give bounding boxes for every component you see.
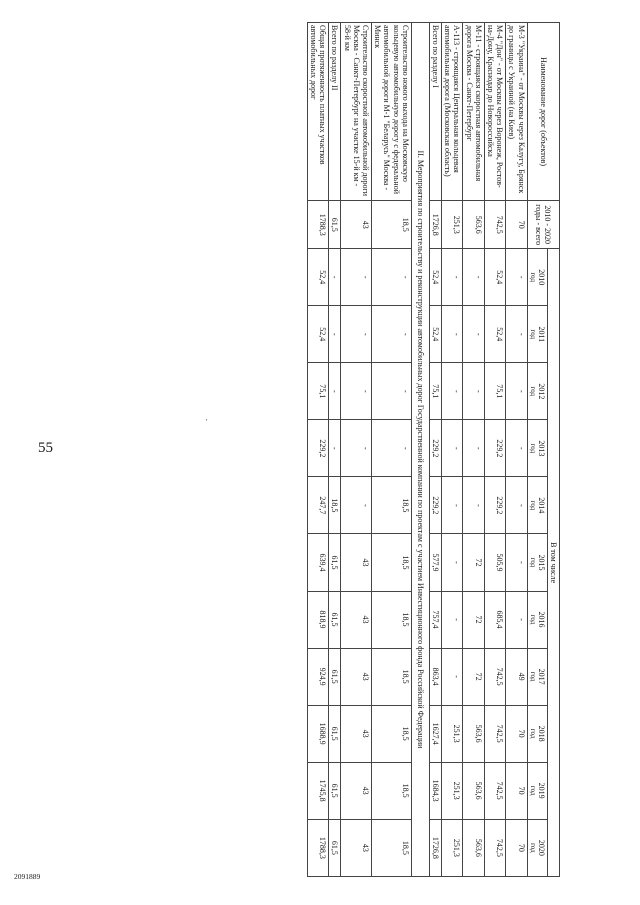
total-value: 43 — [341, 201, 372, 249]
year-value: 2015 — [536, 554, 546, 571]
year-value-cell: - — [463, 249, 484, 306]
year-value-cell: 61,5 — [329, 534, 341, 591]
total-value: 742,5 — [484, 201, 505, 249]
year-value-cell: - — [442, 420, 463, 477]
year-value-cell: 1627,4 — [429, 705, 441, 762]
year-value-cell: 61,5 — [329, 648, 341, 705]
year-value-cell: 52,4 — [484, 306, 505, 363]
year-header — [527, 477, 547, 534]
year-value-cell: - — [506, 249, 527, 306]
year-value-cell: 924,9 — [307, 648, 328, 705]
total-value: 1788,3 — [307, 201, 328, 249]
year-value-cell: 742,5 — [484, 648, 505, 705]
year-value-cell: 229,2 — [429, 477, 441, 534]
year-value-cell: 229,2 — [307, 420, 328, 477]
year-value-cell: - — [442, 477, 463, 534]
year-value-cell: - — [506, 306, 527, 363]
year-value: 2013 — [536, 440, 546, 457]
year-value-cell: 18,5 — [371, 819, 411, 876]
document-code: 2091889 — [14, 872, 41, 881]
header-row-1 — [547, 23, 559, 877]
year-value-cell: 251,3 — [442, 819, 463, 876]
year-unit: год — [528, 785, 537, 796]
year-value-cell: 863,4 — [429, 648, 441, 705]
year-value-cell: - — [329, 306, 341, 363]
year-value-cell: 75,1 — [484, 363, 505, 420]
rotated-table-wrapper — [60, 22, 560, 877]
table-row — [307, 23, 328, 877]
year-header — [527, 420, 547, 477]
year-value-cell: 563,6 — [463, 705, 484, 762]
year-value-cell: 18,5 — [371, 762, 411, 819]
year-header — [527, 648, 547, 705]
year-header — [527, 534, 547, 591]
year-value-cell: 251,3 — [442, 705, 463, 762]
year-value-cell: - — [371, 306, 411, 363]
col-total-header: 2010 - 2020 годы - всего — [527, 201, 559, 249]
road-name: Строительство нового выхода на Московскую кольцевую автомобильную дорогу с федеральной автомобильной дороги М-1 "Беларусь" Москва - Минск — [371, 23, 411, 201]
in-total-header: В том числе — [547, 249, 559, 877]
total-value: 251,3 — [442, 201, 463, 249]
year-value-cell: 757,4 — [429, 591, 441, 648]
total-value: 61,5 — [329, 201, 341, 249]
year-value-cell: 43 — [341, 534, 372, 591]
year-value-cell: - — [442, 534, 463, 591]
year-value-cell: 685,4 — [484, 591, 505, 648]
year-value-cell: 742,5 — [484, 819, 505, 876]
year-value-cell: - — [341, 249, 372, 306]
year-value-cell: 61,5 — [329, 591, 341, 648]
total-value: 1726,8 — [429, 201, 441, 249]
year-value-cell: - — [442, 363, 463, 420]
year-value: 2012 — [536, 383, 546, 400]
year-value-cell: 563,6 — [463, 762, 484, 819]
table-row — [429, 23, 441, 877]
table-row — [463, 23, 484, 877]
year-value-cell: - — [463, 363, 484, 420]
year-unit: год — [528, 386, 537, 397]
year-value-cell: - — [442, 249, 463, 306]
roads-table — [307, 22, 560, 877]
year-value-cell: - — [341, 306, 372, 363]
section-2-title: II. Мероприятия по строительству и реконструкции автомобильных дорог Государственной компании по проектам с участием Инвестиционного фонда Российской Федерации — [411, 23, 429, 877]
total-value: 563,6 — [463, 201, 484, 249]
year-unit: год — [528, 443, 537, 454]
year-value-cell: 229,2 — [484, 420, 505, 477]
year-value-cell: - — [506, 534, 527, 591]
year-header — [527, 762, 547, 819]
year-value-cell: 742,5 — [484, 705, 505, 762]
total-value: 70 — [506, 201, 527, 249]
year-header — [527, 306, 547, 363]
year-unit: год — [528, 728, 537, 739]
year-value: 2010 — [536, 269, 546, 286]
road-name: М-3 "Украина" - от Москвы через Калугу, Брянск до границы с Украиной (на Киев) — [506, 23, 527, 201]
year-value-cell: 61,5 — [329, 819, 341, 876]
road-name: М-11 - строящаяся скоростная автомобильная дорога Москва - Санкт-Петербург — [463, 23, 484, 201]
year-header — [527, 591, 547, 648]
year-value-cell: 61,5 — [329, 762, 341, 819]
year-value-cell: - — [463, 477, 484, 534]
year-value-cell: - — [341, 420, 372, 477]
year-value-cell: 639,4 — [307, 534, 328, 591]
year-value-cell: 61,5 — [329, 705, 341, 762]
section-row — [411, 23, 429, 877]
year-value: 2017 — [536, 668, 546, 685]
table-row — [329, 23, 341, 877]
year-value: 2019 — [536, 782, 546, 799]
year-unit: год — [528, 671, 537, 682]
year-value-cell: 18,5 — [371, 705, 411, 762]
table-row — [506, 23, 527, 877]
year-value-cell: 505,9 — [484, 534, 505, 591]
year-value-cell: - — [329, 249, 341, 306]
road-name: Всего по разделу II — [329, 23, 341, 201]
year-unit: год — [528, 329, 537, 340]
year-value-cell: 1745,8 — [307, 762, 328, 819]
road-name: Общая протяженность платных участков автомобильных дорог — [307, 23, 328, 201]
road-name: М-4 "Дон" - от Москвы через Воронеж, Ростов-на-Дону, Краснодар до Новороссийска — [484, 23, 505, 201]
year-value-cell: 251,3 — [442, 762, 463, 819]
year-value: 2016 — [536, 611, 546, 628]
year-unit: год — [528, 614, 537, 625]
year-value-cell: 18,5 — [371, 534, 411, 591]
year-value-cell: - — [329, 420, 341, 477]
table-row — [371, 23, 411, 877]
year-unit: год — [528, 272, 537, 283]
year-header — [527, 705, 547, 762]
year-value-cell: 577,9 — [429, 534, 441, 591]
year-value-cell: - — [341, 477, 372, 534]
year-value-cell: 18,5 — [371, 477, 411, 534]
year-value-cell: 70 — [506, 762, 527, 819]
year-value-cell: - — [442, 591, 463, 648]
year-value-cell: - — [341, 363, 372, 420]
year-value-cell: 52,4 — [429, 306, 441, 363]
year-value-cell: 229,2 — [484, 477, 505, 534]
year-value-cell: - — [371, 363, 411, 420]
year-value-cell: 563,6 — [463, 819, 484, 876]
year-value-cell: 75,1 — [429, 363, 441, 420]
year-value-cell: 72 — [463, 591, 484, 648]
year-value-cell: 18,5 — [371, 648, 411, 705]
year-value-cell: - — [506, 363, 527, 420]
road-name: Всего по разделу I — [429, 23, 441, 201]
year-value-cell: - — [506, 591, 527, 648]
year-value-cell: 1684,3 — [429, 762, 441, 819]
table-row — [442, 23, 463, 877]
year-value-cell: - — [329, 363, 341, 420]
year-value-cell: 1788,3 — [307, 819, 328, 876]
year-value-cell: 247,7 — [307, 477, 328, 534]
year-value-cell: 1688,9 — [307, 705, 328, 762]
year-value-cell: 229,2 — [429, 420, 441, 477]
year-value-cell: 70 — [506, 819, 527, 876]
table-row — [341, 23, 372, 877]
year-value-cell: - — [371, 420, 411, 477]
year-value-cell: 49 — [506, 648, 527, 705]
year-value: 2011 — [536, 326, 546, 343]
col-name-header: Наименование дорог (объектов) — [527, 23, 559, 201]
year-value-cell: 70 — [506, 705, 527, 762]
year-value: 2014 — [536, 497, 546, 514]
year-value-cell: 43 — [341, 648, 372, 705]
year-value-cell: - — [442, 648, 463, 705]
year-value-cell: 43 — [341, 705, 372, 762]
year-unit: год — [528, 500, 537, 511]
year-unit: год — [528, 557, 537, 568]
year-value-cell: 52,4 — [429, 249, 441, 306]
year-value-cell: - — [442, 306, 463, 363]
year-value-cell: 52,4 — [307, 306, 328, 363]
year-value-cell: 742,5 — [484, 762, 505, 819]
year-value-cell: - — [463, 420, 484, 477]
year-header — [527, 819, 547, 876]
year-value-cell: 18,5 — [371, 591, 411, 648]
year-value-cell: - — [506, 420, 527, 477]
year-value-cell: 72 — [463, 648, 484, 705]
year-value-cell: - — [506, 477, 527, 534]
year-value-cell: 52,4 — [484, 249, 505, 306]
total-value: 18,5 — [371, 201, 411, 249]
year-value: 2020 — [536, 839, 546, 856]
year-value-cell: - — [463, 306, 484, 363]
year-value-cell: 18,5 — [329, 477, 341, 534]
year-value-cell: - — [371, 249, 411, 306]
year-value-cell: 72 — [463, 534, 484, 591]
year-header — [527, 249, 547, 306]
year-value-cell: 818,9 — [307, 591, 328, 648]
year-value-cell: 75,1 — [307, 363, 328, 420]
year-value-cell: 43 — [341, 591, 372, 648]
year-unit: год — [528, 843, 537, 853]
stray-mark: ' — [206, 418, 208, 426]
page-number: 55 — [38, 440, 53, 456]
road-name: А-113 - строящаяся Центральная кольцевая автомобильная дорога (Московская область) — [442, 23, 463, 201]
year-value-cell: 43 — [341, 819, 372, 876]
year-value-cell: 52,4 — [307, 249, 328, 306]
year-value-cell: 43 — [341, 762, 372, 819]
table-body — [307, 23, 527, 877]
year-value: 2018 — [536, 725, 546, 742]
year-value-cell: 1726,8 — [429, 819, 441, 876]
year-header — [527, 363, 547, 420]
road-name: Строительство скоростной автомобильной дороги Москва - Санкт-Петербург на участке 15-й км - 58-й км — [341, 23, 372, 201]
table-row — [484, 23, 505, 877]
